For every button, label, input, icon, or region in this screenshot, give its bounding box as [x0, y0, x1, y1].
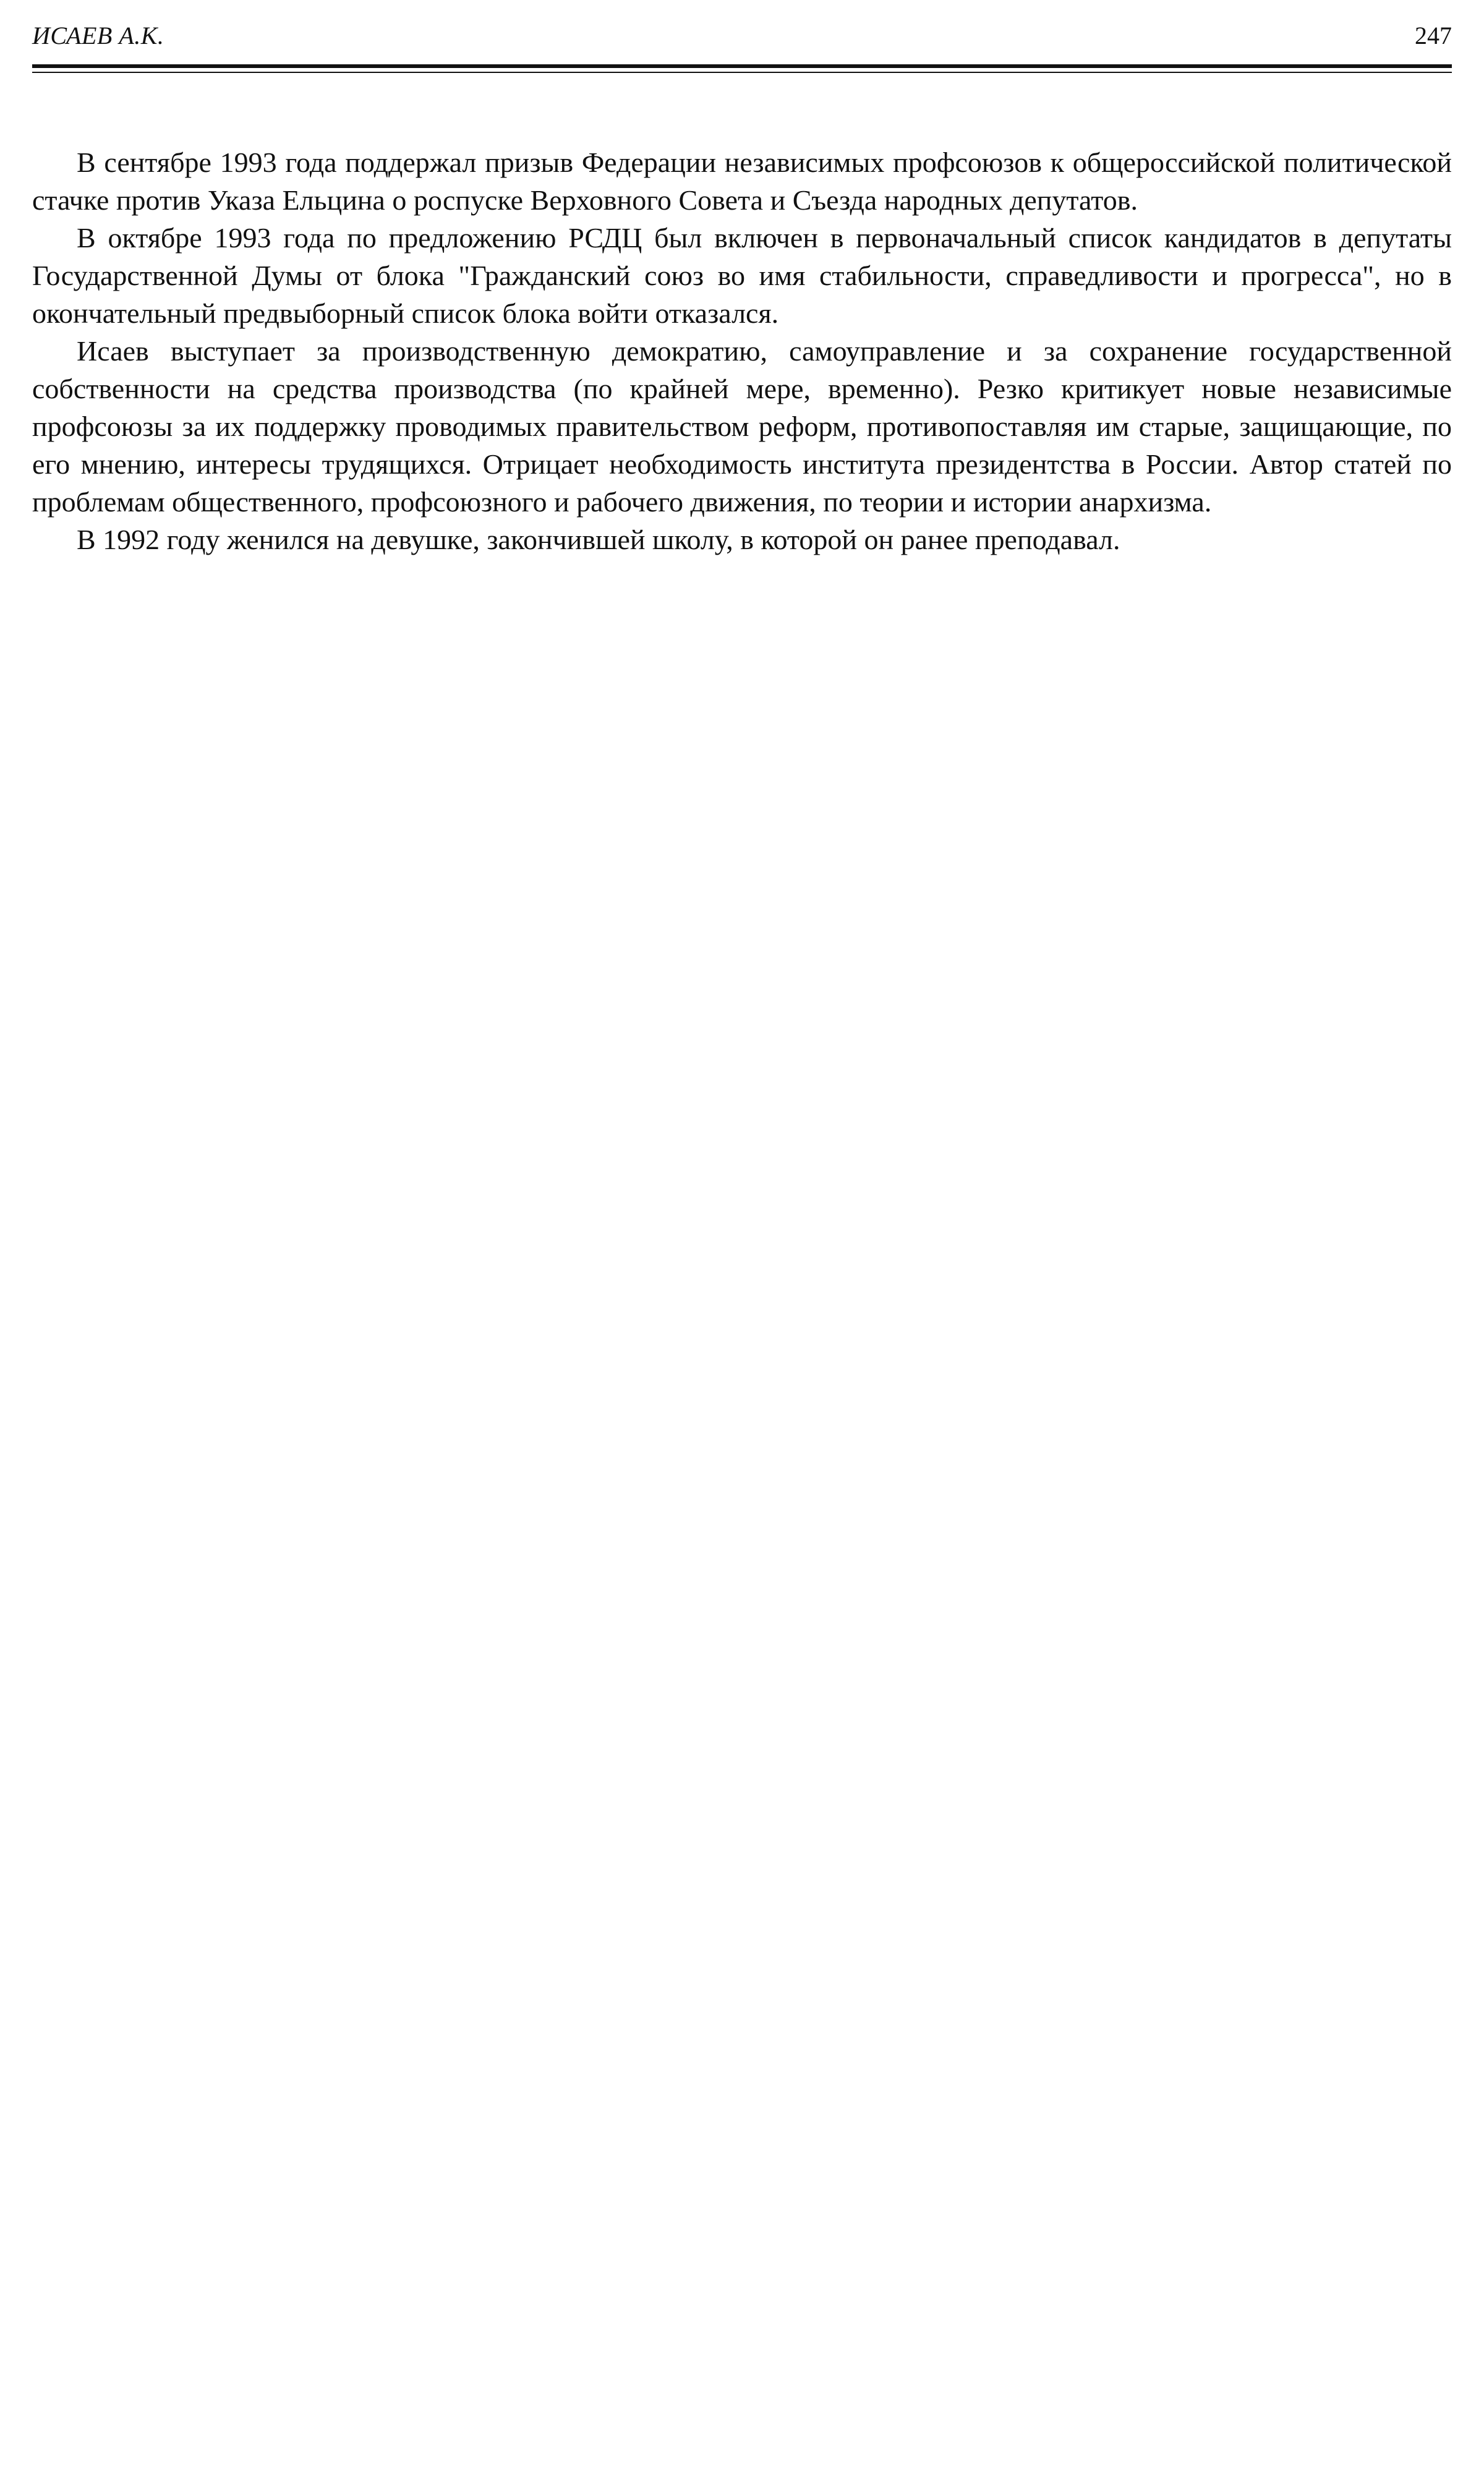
body-text: [32, 143, 1452, 558]
paragraph: В октябре 1993 года по предложению РСДЦ был включен в первоначальный список кандидатов в депутаты Государственной Думы от блока "Гражданский союз во имя стабильности, справедливости и прогресса", но в окончательный предвыборный список блока войти отказался.: [32, 222, 1452, 329]
page-header: [32, 17, 1452, 54]
header-rule-thick: [32, 64, 1452, 68]
paragraph: В сентябре 1993 года поддержал призыв Федерации независимых профсоюзов к общероссийской политической стачке против Указа Ельцина о роспуске Верховного Совета и Съезда народных депутатов.: [32, 147, 1452, 216]
paragraph: В 1992 году женился на девушке, закончившей школу, в которой он ранее преподавал.: [77, 524, 1120, 555]
paragraph: Исаев выступает за производственную демократию, самоуправление и за сохранение государственной собственности на средства производства (по крайней мере, временно). Резко критикует новые независимые профсоюзы за их поддержку проводимых правительством реформ, противопоставляя им старые, защищающие, по его мнению, интересы трудящихся. Отрицает необходимость института президентства в России. Автор статей по проблемам общественного, профсоюзного и рабочего движения, по теории и истории анархизма.: [32, 335, 1452, 518]
page-number: 247: [1415, 22, 1452, 49]
header-rule-thin: [32, 72, 1452, 73]
running-head: ИСАЕВ А.К.: [32, 22, 164, 49]
